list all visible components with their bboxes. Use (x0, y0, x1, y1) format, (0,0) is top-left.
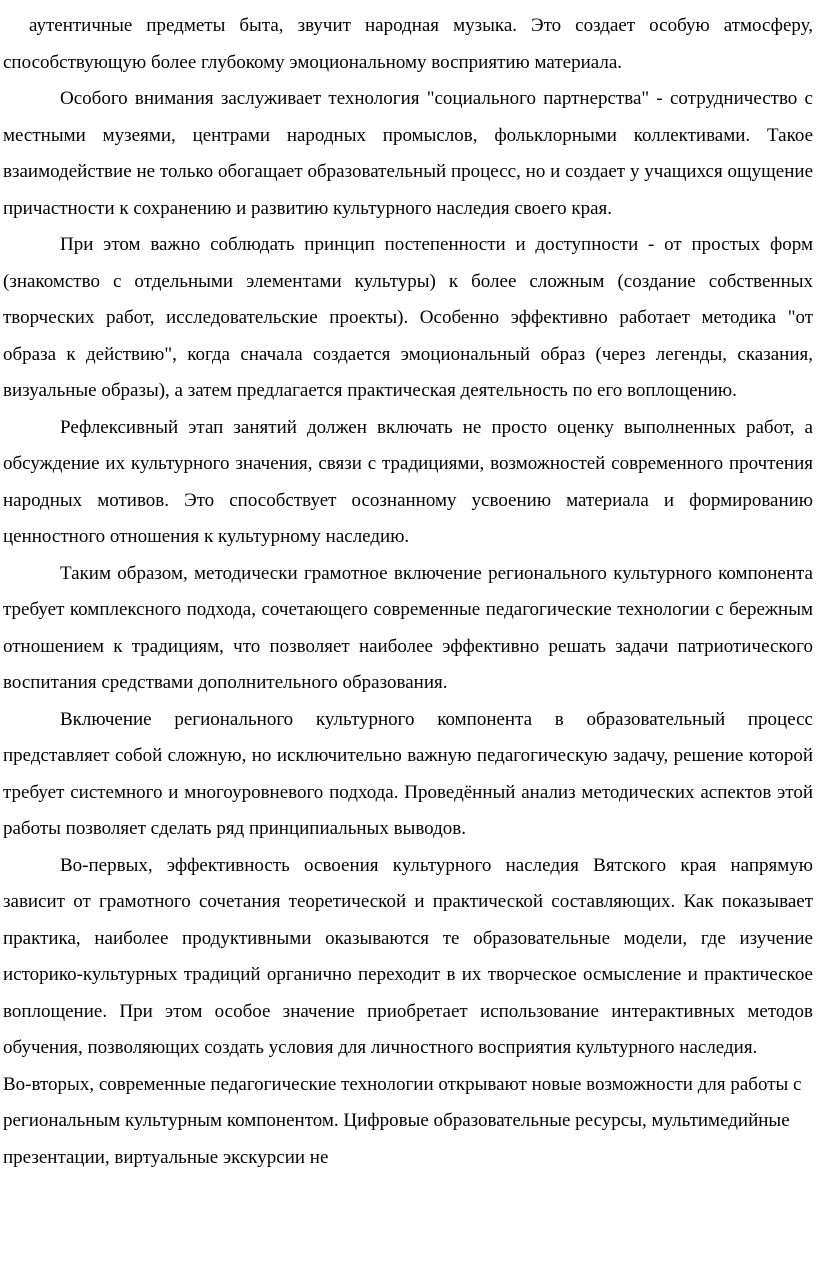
paragraph-8: Во-вторых, современные педагогические технологии открывают новые возможности для работы с региональным культурным компонентом. Цифровые образовательные ресурсы, мультимедийные презентации, виртуальные экскурсии не (3, 1073, 802, 1168)
paragraph-7: Во-первых, эффективность освоения культурного наследия Вятского края напрямую зависит от грамотного сочетания теоретической и практической составляющих. Как показывает практика, наиболее продуктивными оказываются те образовательные модели, где изучение историко-культурных традиций органично переходит в их творческое осмысление и практическое воплощение. При этом особое значение приобретает использование интерактивных методов обучения, позволяющих создать условия для личностного восприятия культурного наследия. (3, 854, 813, 1058)
paragraph-5: Таким образом, методически грамотное включение регионального культурного компонента требует комплексного подхода, сочетающего современные педагогические технологии с бережным отношением к традициям, что позволяет наиболее эффективно решать задачи патриотического воспитания средствами дополнительного образования. (3, 562, 813, 693)
paragraph-3: При этом важно соблюдать принцип постепенности и доступности - от простых форм (знакомство с отдельными элементами культуры) к более сложным (создание собственных творческих работ, исследовательские проекты). Особенно эффективно работает методика "от образа к действию", когда сначала создается эмоциональный образ (через легенды, сказания, визуальные образы), а затем предлагается практическая деятельность по его воплощению. (3, 234, 813, 401)
paragraph-6: Включение регионального культурного компонента в образовательный процесс представляет собой сложную, но исключительно важную педагогическую задачу, решение которой требует системного и многоуровневого подхода. Проведённый анализ методических аспектов этой работы позволяет сделать ряд принципиальных выводов. (3, 708, 813, 839)
paragraph-4: Рефлексивный этап занятий должен включать не просто оценку выполненных работ, а обсуждение их культурного значения, связи с традициями, возможностей современного прочтения народных мотивов. Это способствует осознанному усвоению материала и формированию ценностного отношения к культурному наследию. (3, 416, 813, 547)
paragraph-1: аутентичные предметы быта, звучит народная музыка. Это создает особую атмосферу, способствующую более глубокому эмоциональному восприятию материала. (3, 15, 813, 73)
paragraph-2: Особого внимания заслуживает технология "социального партнерства" - сотрудничество с местными музеями, центрами народных промыслов, фольклорными коллективами. Такое взаимодействие не только обогащает образовательный процесс, но и создает у учащихся ощущение причастности к сохранению и развитию культурного наследия своего края. (3, 88, 813, 219)
